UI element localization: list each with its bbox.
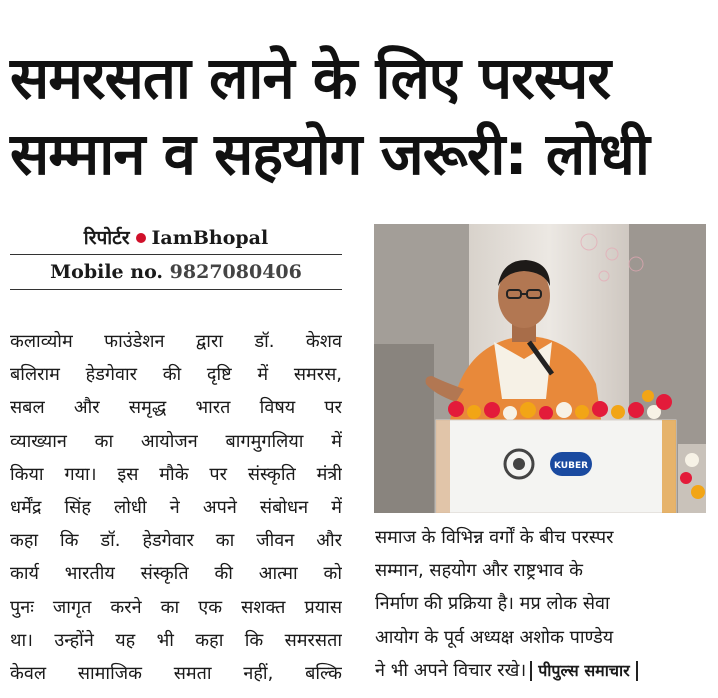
body-line: समाज के विभिन्न वर्गों के बीच परस्पर (375, 527, 614, 548)
body-line: सबल और समृद्ध भारत विषय पर (10, 397, 342, 419)
body-line: सम्मान, सहयोग और राष्ट्रभाव के (375, 560, 583, 582)
body-line: किया गया। इस मौके पर संस्कृति मंत्री (10, 463, 342, 485)
body-line: कलाव्योम फाउंडेशन द्वारा डॉ. केशव (10, 331, 342, 352)
reporter-name: IamBhopal (151, 227, 269, 249)
mobile-label: Mobile no. (50, 261, 164, 283)
body-line: बलिराम हेडगेवार की दृष्टि में समरस, (10, 364, 342, 386)
body-line: व्याख्यान का आयोजन बागमुगलिया में (10, 430, 342, 452)
article-body-right (375, 521, 707, 687)
red-dot-icon (136, 233, 146, 243)
body-line: धर्मेंद्र सिंह लोधी ने अपने संबोधन में (10, 497, 342, 519)
body-line-last-text: ने भी अपने विचार रखे। (375, 659, 527, 681)
event-photo (374, 224, 706, 513)
headline-line-1: समरसता लाने के लिए परस्पर (10, 44, 611, 112)
body-line: कहा कि डॉ. हेडगेवार का जीवन और (10, 530, 342, 552)
reporter-label: रिपोर्टर (83, 227, 130, 249)
mobile-line (10, 255, 342, 290)
reporter-line (10, 222, 342, 255)
kuber-logo (550, 452, 592, 476)
headline (10, 40, 710, 192)
body-line: कार्य भारतीय संस्कृति की आत्मा को (10, 563, 342, 585)
body-line-last (375, 654, 707, 687)
body-line: आयोग के पूर्व अध्यक्ष अशोक पाण्डेय (375, 626, 614, 648)
mobile-number: 9827080406 (169, 261, 302, 283)
svg-text:KUBER: KUBER (553, 461, 589, 471)
source-credit: पीपुल्स समाचार (530, 661, 638, 681)
headline-line-2: सम्मान व सहयोग जरूरी: लोधी (10, 120, 649, 188)
body-line: निर्माण की प्रक्रिया है। मप्र लोक सेवा (375, 593, 610, 615)
speaker-photo-illustration (374, 224, 706, 513)
body-line: था। उन्होंने यह भी कहा कि समरसता (10, 629, 342, 651)
byline (10, 222, 342, 290)
body-line: केवल सामाजिक समता नहीं, बल्कि (10, 663, 342, 685)
body-line: पुनः जागृत करने का एक सशक्त प्रयास (10, 596, 342, 618)
article-body-left (10, 325, 342, 690)
